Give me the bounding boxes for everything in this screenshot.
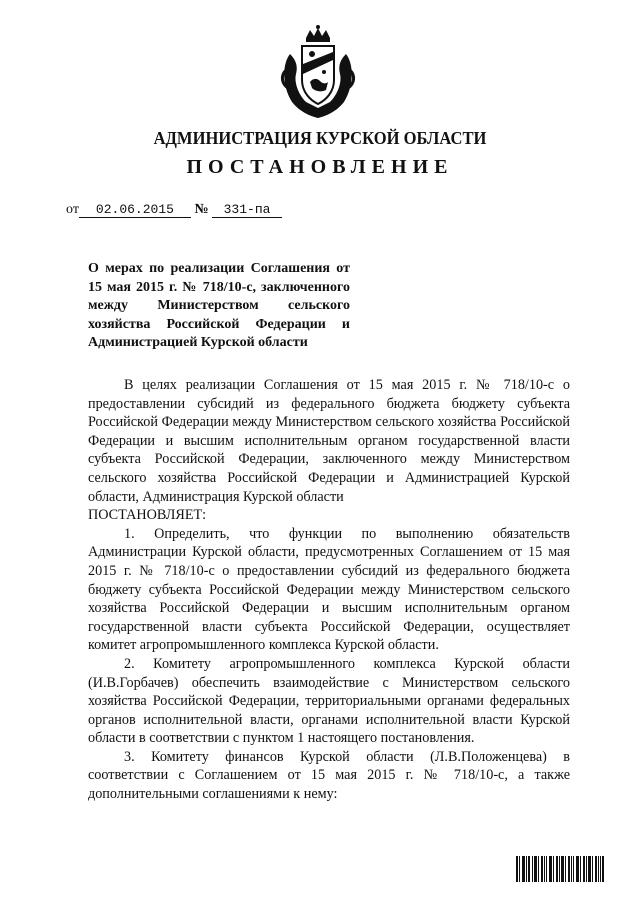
preamble-paragraph: В целях реализации Соглашения от 15 мая 2015 г. № 718/10-с о предоставлении субсидий из федерального бюджета бюджету субъекта Российской Федерации между Министерством сельского хозяйства Российской Федерации и высшим исполнительным органом государственной власти субъекта Российской Федерации, заключенного между Министерством сельского хозяйства Российской Федерации и Администрацией Курской области, Администрация Курской области bbox=[88, 377, 570, 505]
barcode-icon bbox=[516, 856, 604, 882]
coat-of-arms-icon bbox=[280, 24, 356, 120]
document-number: 331-па bbox=[212, 202, 282, 218]
date-prefix: от bbox=[66, 202, 79, 217]
document-type: ПОСТАНОВЛЕНИЕ bbox=[186, 156, 454, 178]
document-title: О мерах по реализации Соглашения от 15 мая 2015 г. № 718/10-с, заключенного между Министерством сельского хозяйства Российской Федерации и Администрацией Курской области bbox=[88, 261, 350, 350]
decree-word: ПОСТАНОВЛЯЕТ: bbox=[88, 507, 207, 524]
document-date: 02.06.2015 bbox=[79, 202, 191, 218]
number-sign: № bbox=[194, 202, 209, 217]
clause-1: 1. Определить, что функции по выполнению обязательств Администрации Курской области, предусмотренных Соглашением от 15 мая 2015 г. № 718/10-с о предоставлении субсидий из федерального бюджета бюджету субъекта Российской Федерации между Министерством сельского хозяйства Российской Федерации и высшим исполнительным органом государственной власти субъекта Российской Федерации, осуществляет комитет агропромышленного комплекса Курской области. bbox=[88, 525, 570, 654]
clause-3: 3. Комитету финансов Курской области (Л.В.Положенцева) в соответствии с Соглашением от 15 мая 2015 г. № 718/10-с, а также дополнительными соглашениями к нему: bbox=[88, 748, 570, 803]
organization-name: АДМИНИСТРАЦИЯ КУРСКОЙ ОБЛАСТИ bbox=[153, 128, 487, 148]
clause-2: 2. Комитету агропромышленного комплекса Курской области (И.В.Горбачев) обеспечить взаимодействие с Министерством сельского хозяйства Российской Федерации, территориальными органами федеральных органов исполнительной власти, органами исполнительной власти Курской области в соответствии с пунктом 1 настоящего постановления. bbox=[88, 655, 570, 747]
document-body bbox=[88, 376, 570, 804]
date-number-line bbox=[66, 202, 282, 218]
